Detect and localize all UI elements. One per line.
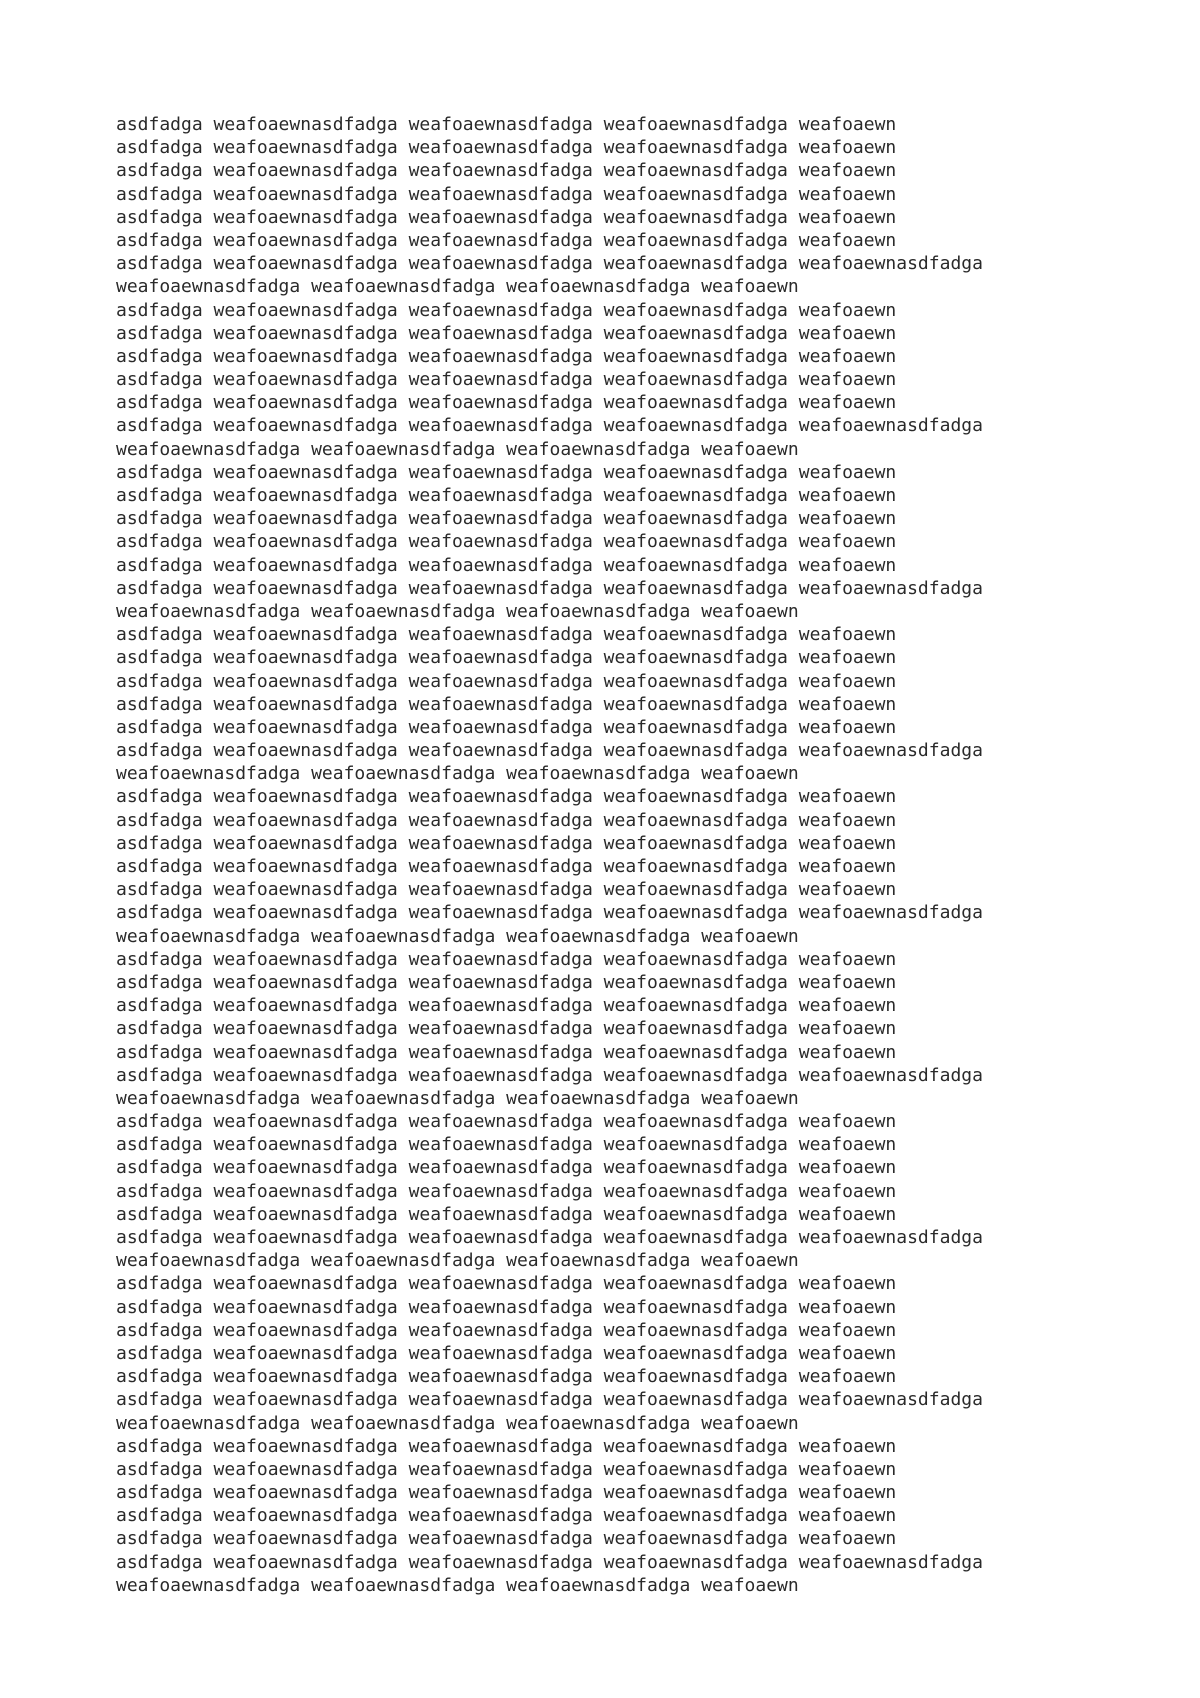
text-line: asdfadga weafoaewnasdfadga weafoaewnasdfadga weafoaewnasdfadga weafoaewn bbox=[116, 508, 897, 530]
text-line: asdfadga weafoaewnasdfadga weafoaewnasdfadga weafoaewnasdfadga weafoaewn bbox=[116, 299, 897, 321]
text-line: weafoaewnasdfadga weafoaewnasdfadga weafoaewnasdfadga weafoaewn bbox=[116, 763, 799, 785]
text-line: asdfadga weafoaewnasdfadga weafoaewnasdfadga weafoaewnasdfadga weafoaewn bbox=[116, 716, 897, 738]
text-line: asdfadga weafoaewnasdfadga weafoaewnasdfadga weafoaewnasdfadga weafoaewn bbox=[116, 1180, 897, 1202]
text-line: weafoaewnasdfadga weafoaewnasdfadga weafoaewnasdfadga weafoaewn bbox=[116, 1250, 799, 1272]
text-line: asdfadga weafoaewnasdfadga weafoaewnasdfadga weafoaewnasdfadga weafoaewnasdfadga bbox=[116, 740, 983, 762]
text-line: asdfadga weafoaewnasdfadga weafoaewnasdfadga weafoaewnasdfadga weafoaewn bbox=[116, 137, 897, 159]
text-line: asdfadga weafoaewnasdfadga weafoaewnasdfadga weafoaewnasdfadga weafoaewnasdfadga bbox=[116, 902, 983, 924]
text-line: weafoaewnasdfadga weafoaewnasdfadga weafoaewnasdfadga weafoaewn bbox=[116, 1574, 799, 1596]
text-line: asdfadga weafoaewnasdfadga weafoaewnasdfadga weafoaewnasdfadga weafoaewn bbox=[116, 531, 897, 553]
text-line: asdfadga weafoaewnasdfadga weafoaewnasdfadga weafoaewnasdfadga weafoaewn bbox=[116, 1319, 897, 1341]
text-line: asdfadga weafoaewnasdfadga weafoaewnasdfadga weafoaewnasdfadga weafoaewn bbox=[116, 1458, 897, 1480]
text-line: asdfadga weafoaewnasdfadga weafoaewnasdfadga weafoaewnasdfadga weafoaewn bbox=[116, 1018, 897, 1040]
text-line: asdfadga weafoaewnasdfadga weafoaewnasdfadga weafoaewnasdfadga weafoaewn bbox=[116, 206, 897, 228]
text-line: asdfadga weafoaewnasdfadga weafoaewnasdfadga weafoaewnasdfadga weafoaewn bbox=[116, 1203, 897, 1225]
text-line: asdfadga weafoaewnasdfadga weafoaewnasdfadga weafoaewnasdfadga weafoaewnasdfadga bbox=[116, 1064, 983, 1086]
text-line: asdfadga weafoaewnasdfadga weafoaewnasdfadga weafoaewnasdfadga weafoaewn bbox=[116, 485, 897, 506]
text-line: asdfadga weafoaewnasdfadga weafoaewnasdfadga weafoaewnasdfadga weafoaewn bbox=[116, 1342, 897, 1364]
text-line: weafoaewnasdfadga weafoaewnasdfadga weafoaewnasdfadga weafoaewn bbox=[116, 600, 799, 622]
text-line: asdfadga weafoaewnasdfadga weafoaewnasdfadga weafoaewnasdfadga weafoaewn bbox=[116, 1041, 897, 1063]
text-line: asdfadga weafoaewnasdfadga weafoaewnasdfadga weafoaewnasdfadga weafoaewn bbox=[116, 369, 897, 391]
text-line: asdfadga weafoaewnasdfadga weafoaewnasdfadga weafoaewnasdfadga weafoaewn bbox=[116, 1505, 897, 1527]
text-line: asdfadga weafoaewnasdfadga weafoaewnasdfadga weafoaewnasdfadga weafoaewn bbox=[116, 1366, 897, 1388]
text-line: weafoaewnasdfadga weafoaewnasdfadga weafoaewnasdfadga weafoaewn bbox=[116, 925, 799, 947]
document-body-text bbox=[116, 113, 1116, 1597]
text-line: asdfadga weafoaewnasdfadga weafoaewnasdfadga weafoaewnasdfadga weafoaewn bbox=[116, 1435, 897, 1457]
text-line: asdfadga weafoaewnasdfadga weafoaewnasdfadga weafoaewnasdfadga weafoaewn bbox=[116, 554, 897, 576]
text-line: asdfadga weafoaewnasdfadga weafoaewnasdfadga weafoaewnasdfadga weafoaewn bbox=[116, 345, 897, 367]
text-line: asdfadga weafoaewnasdfadga weafoaewnasdfadga weafoaewnasdfadga weafoaewn bbox=[116, 1157, 897, 1179]
text-line: asdfadga weafoaewnasdfadga weafoaewnasdfadga weafoaewnasdfadga weafoaewnasdfadga bbox=[116, 415, 983, 437]
text-line: weafoaewnasdfadga weafoaewnasdfadga weafoaewnasdfadga weafoaewn bbox=[116, 438, 799, 460]
text-line: asdfadga weafoaewnasdfadga weafoaewnasdfadga weafoaewnasdfadga weafoaewn bbox=[116, 1111, 897, 1133]
text-line: asdfadga weafoaewnasdfadga weafoaewnasdfadga weafoaewnasdfadga weafoaewn bbox=[116, 856, 897, 877]
text-line: asdfadga weafoaewnasdfadga weafoaewnasdfadga weafoaewnasdfadga weafoaewn bbox=[116, 114, 897, 135]
text-line: asdfadga weafoaewnasdfadga weafoaewnasdfadga weafoaewnasdfadga weafoaewn bbox=[116, 1296, 897, 1318]
text-line: asdfadga weafoaewnasdfadga weafoaewnasdfadga weafoaewnasdfadga weafoaewnasdfadga bbox=[116, 577, 983, 599]
text-line: asdfadga weafoaewnasdfadga weafoaewnasdfadga weafoaewnasdfadga weafoaewn bbox=[116, 1528, 897, 1550]
text-line: asdfadga weafoaewnasdfadga weafoaewnasdfadga weafoaewnasdfadga weafoaewn bbox=[116, 809, 897, 831]
text-line: asdfadga weafoaewnasdfadga weafoaewnasdfadga weafoaewnasdfadga weafoaewn bbox=[116, 322, 897, 344]
text-line: asdfadga weafoaewnasdfadga weafoaewnasdfadga weafoaewnasdfadga weafoaewn bbox=[116, 392, 897, 414]
text-line: asdfadga weafoaewnasdfadga weafoaewnasdfadga weafoaewnasdfadga weafoaewn bbox=[116, 693, 897, 715]
text-line: asdfadga weafoaewnasdfadga weafoaewnasdfadga weafoaewnasdfadga weafoaewn bbox=[116, 786, 897, 808]
text-line: asdfadga weafoaewnasdfadga weafoaewnasdfadga weafoaewnasdfadga weafoaewn bbox=[116, 1482, 897, 1504]
text-line: asdfadga weafoaewnasdfadga weafoaewnasdfadga weafoaewnasdfadga weafoaewn bbox=[116, 879, 897, 901]
text-line: asdfadga weafoaewnasdfadga weafoaewnasdfadga weafoaewnasdfadga weafoaewn bbox=[116, 1134, 897, 1156]
text-line: asdfadga weafoaewnasdfadga weafoaewnasdfadga weafoaewnasdfadga weafoaewn bbox=[116, 461, 897, 483]
text-line: asdfadga weafoaewnasdfadga weafoaewnasdfadga weafoaewnasdfadga weafoaewn bbox=[116, 971, 897, 993]
text-line: asdfadga weafoaewnasdfadga weafoaewnasdfadga weafoaewnasdfadga weafoaewn bbox=[116, 995, 897, 1017]
text-line: asdfadga weafoaewnasdfadga weafoaewnasdfadga weafoaewnasdfadga weafoaewnasdfadga bbox=[116, 1551, 983, 1573]
text-line: asdfadga weafoaewnasdfadga weafoaewnasdfadga weafoaewnasdfadga weafoaewn bbox=[116, 229, 897, 251]
text-line: asdfadga weafoaewnasdfadga weafoaewnasdfadga weafoaewnasdfadga weafoaewn bbox=[116, 832, 897, 854]
text-line: asdfadga weafoaewnasdfadga weafoaewnasdfadga weafoaewnasdfadga weafoaewnasdfadga bbox=[116, 1389, 983, 1411]
text-line: asdfadga weafoaewnasdfadga weafoaewnasdfadga weafoaewnasdfadga weafoaewn bbox=[116, 160, 897, 182]
text-line: asdfadga weafoaewnasdfadga weafoaewnasdfadga weafoaewnasdfadga weafoaewn bbox=[116, 670, 897, 692]
text-line: asdfadga weafoaewnasdfadga weafoaewnasdfadga weafoaewnasdfadga weafoaewn bbox=[116, 1273, 897, 1295]
text-line: weafoaewnasdfadga weafoaewnasdfadga weafoaewnasdfadga weafoaewn bbox=[116, 1412, 799, 1434]
text-line: weafoaewnasdfadga weafoaewnasdfadga weafoaewnasdfadga weafoaewn bbox=[116, 1087, 799, 1109]
text-line: asdfadga weafoaewnasdfadga weafoaewnasdfadga weafoaewnasdfadga weafoaewn bbox=[116, 647, 897, 669]
text-line: asdfadga weafoaewnasdfadga weafoaewnasdfadga weafoaewnasdfadga weafoaewn bbox=[116, 183, 897, 205]
text-line: asdfadga weafoaewnasdfadga weafoaewnasdfadga weafoaewnasdfadga weafoaewn bbox=[116, 624, 897, 646]
text-line: asdfadga weafoaewnasdfadga weafoaewnasdfadga weafoaewnasdfadga weafoaewn bbox=[116, 948, 897, 970]
text-line: asdfadga weafoaewnasdfadga weafoaewnasdfadga weafoaewnasdfadga weafoaewnasdfadga bbox=[116, 1227, 983, 1248]
text-line: asdfadga weafoaewnasdfadga weafoaewnasdfadga weafoaewnasdfadga weafoaewnasdfadga bbox=[116, 253, 983, 275]
text-line: weafoaewnasdfadga weafoaewnasdfadga weafoaewnasdfadga weafoaewn bbox=[116, 276, 799, 298]
